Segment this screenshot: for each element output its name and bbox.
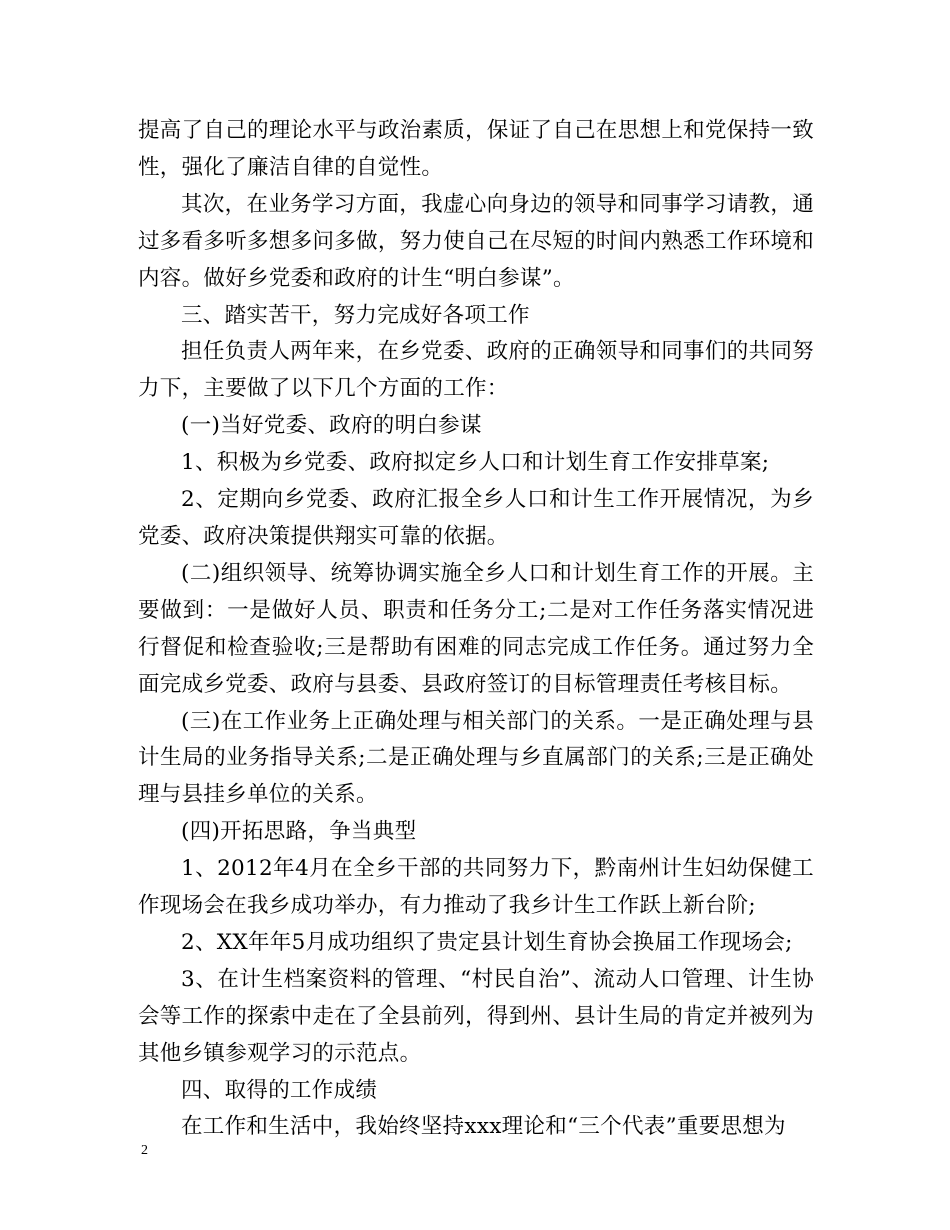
page-number: 2 — [141, 1143, 148, 1158]
list-item: 2、XX年年5月成功组织了贵定县计划生育协会换届工作现场会; — [181, 929, 793, 955]
paragraph: 担任负责人两年来，在乡党委、政府的正确领导和同事们的共同努力下，主要做了以下几个方面的工作： — [138, 339, 814, 402]
list-item: 1、2012年4月在全乡干部的共同努力下，黔南州计生妇幼保健工作现场会在我乡成功举办，有力推动了我乡计生工作跃上新台阶; — [138, 856, 814, 919]
paragraph: 提高了自己的理论水平与政治素质，保证了自己在思想上和党保持一致性，强化了廉洁自律的自觉性。 — [138, 118, 814, 180]
subsection-heading: (四)开拓思路，争当典型 — [181, 819, 417, 845]
paragraph: (三)在工作业务上正确处理与相关部门的关系。一是正确处理与县计生局的业务指导关系;二是正确处理与乡直属部门的关系;三是正确处理与县挂乡单位的关系。 — [138, 708, 814, 808]
section-heading: 三、踏实苦干，努力完成好各项工作 — [181, 302, 530, 328]
paragraph: 在工作和生活中，我始终坚持xxx理论和“三个代表”重要思想为 — [181, 1114, 786, 1140]
list-item: 3、在计生档案资料的管理、“村民自治”、流动人口管理、计生协会等工作的探索中走在了全县前列，得到州、县计生局的肯定并被列为其他乡镇参观学习的示范点。 — [138, 966, 814, 1066]
section-heading: 四、取得的工作成绩 — [181, 1077, 378, 1103]
subsection-heading: (一)当好党委、政府的明白参谋 — [181, 413, 482, 439]
paragraph: 其次，在业务学习方面，我虚心向身边的领导和同事学习请教，通过多看多听多想多问多做，努力使自己在尽短的时间内熟悉工作环境和内容。做好乡党委和政府的计生“明白参谋”。 — [138, 191, 814, 291]
list-item: 1、积极为乡党委、政府拟定乡人口和计划生育工作安排草案; — [181, 450, 770, 476]
list-item: 2、定期向乡党委、政府汇报全乡人口和计生工作开展情况，为乡党委、政府决策提供翔实可靠的依据。 — [138, 487, 814, 549]
document-body — [138, 113, 814, 1146]
paragraph: (二)组织领导、统筹协调实施全乡人口和计划生育工作的开展。主要做到：一是做好人员、职责和任务分工;二是对工作任务落实情况进行督促和检查验收;三是帮助有困难的同志完成工作任务。通过努力全面完成乡党委、政府与县委、县政府签订的目标管理责任考核目标。 — [138, 560, 814, 697]
